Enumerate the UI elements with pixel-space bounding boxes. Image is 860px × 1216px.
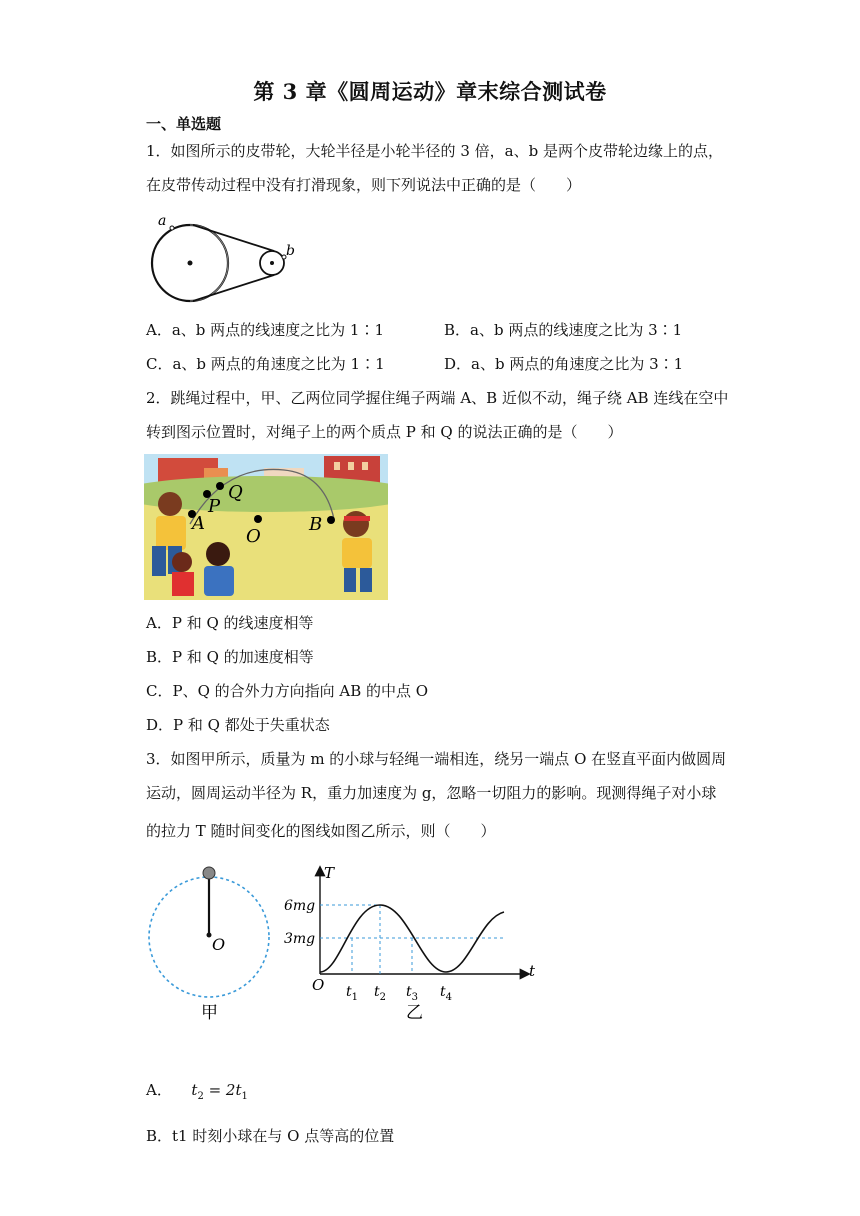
- q1-option-d[interactable]: D．a、b 两点的角速度之比为 3∶1: [444, 355, 684, 373]
- belt-top: [193, 225, 274, 251]
- q1-belt-pulley-figure: [148, 205, 298, 305]
- q1-option-a[interactable]: A．a、b 两点的线速度之比为 1∶1: [146, 321, 385, 339]
- label-A: A: [192, 513, 205, 534]
- caption-jia: 甲: [201, 1003, 218, 1023]
- label-Q: Q: [228, 482, 243, 503]
- section-heading: 一、单选题: [146, 115, 222, 133]
- point-B: [327, 516, 335, 524]
- q1-stem-line1: 1．如图所示的皮带轮，大轮半径是小轮半径的 3 倍，a、b 是两个皮带轮边缘上的点，: [146, 142, 723, 160]
- kid-left-head: [158, 492, 182, 516]
- label-O-left: O: [212, 935, 226, 954]
- tick-t4: $t_4$: [440, 984, 453, 1003]
- large-pulley-rim: [190, 225, 228, 301]
- q3-option-a-prefix: A．: [146, 1081, 172, 1099]
- label-a: a: [158, 213, 167, 229]
- tick-t2: $t_2$: [374, 984, 387, 1003]
- q3-stem-line2: 运动，圆周运动半径为 R，重力加速度为 g，忽略一切阻力的影响。现测得绳子对小球: [146, 784, 717, 802]
- point-O: [254, 515, 262, 523]
- q3-stem-line3: 的拉力 T 随时间变化的图线如图乙所示，则（ ）: [146, 822, 496, 840]
- label-P: P: [208, 496, 221, 517]
- label-b: b: [286, 243, 295, 259]
- q2-option-d[interactable]: D．P 和 Q 都处于失重状态: [146, 716, 330, 734]
- small-pulley-center: [270, 261, 274, 265]
- q2-jump-rope-picture: [144, 454, 388, 600]
- q2-stem-line2: 转到图示位置时，对绳子上的两个质点 P 和 Q 的说法正确的是（ ）: [146, 423, 623, 441]
- page-title: 第 3 章《圆周运动》章末综合测试卷: [253, 79, 607, 104]
- point-Q: [216, 482, 224, 490]
- q2-stem-line1: 2．跳绳过程中，甲、乙两位同学握住绳子两端 A、B 近似不动，绳子绕 AB 连线在空中: [146, 389, 729, 407]
- x-axis-label: t: [529, 962, 536, 980]
- q2-option-b[interactable]: B．P 和 Q 的加速度相等: [146, 648, 314, 666]
- q3-option-b[interactable]: B．t1 时刻小球在与 O 点等高的位置: [146, 1127, 395, 1145]
- origin-label: O: [312, 976, 325, 994]
- q2-option-c[interactable]: C．P、Q 的合外力方向指向 AB 的中点 O: [146, 682, 429, 700]
- q3-option-a-formula: $t_2 = 2t_1$: [191, 1081, 248, 1102]
- q3-stem-line1: 3．如图甲所示，质量为 m 的小球与轻绳一端相连，绕另一端点 O 在竖直平面内做圆周: [146, 750, 727, 768]
- y-axis-label: T: [324, 864, 335, 882]
- ball: [203, 867, 215, 879]
- kid-right-head: [343, 511, 369, 537]
- q1-option-b[interactable]: B．a、b 两点的线速度之比为 3∶1: [444, 321, 683, 339]
- kid-middle-head: [206, 542, 230, 566]
- q3-figure-jia: [144, 860, 274, 1030]
- caption-yi: 乙: [406, 1003, 423, 1023]
- tick-6mg: 6mg: [284, 898, 316, 914]
- label-B: B: [309, 514, 323, 535]
- q3-option-a[interactable]: [146, 1080, 248, 1107]
- q1-option-c[interactable]: C．a、b 两点的角速度之比为 1∶1: [146, 355, 385, 373]
- q1-stem-line2: 在皮带传动过程中没有打滑现象，则下列说法中正确的是（ ）: [146, 176, 582, 194]
- q3-figure-yi-graph: [282, 860, 546, 1030]
- point-a: [170, 226, 174, 230]
- kid-left-body: [156, 516, 186, 550]
- pivot-O: [207, 933, 212, 938]
- tick-3mg: 3mg: [284, 931, 316, 947]
- q2-option-a[interactable]: A．P 和 Q 的线速度相等: [146, 614, 314, 632]
- tick-t3: $t_3$: [406, 984, 419, 1003]
- label-O: O: [246, 526, 261, 547]
- large-pulley-center: [188, 261, 193, 266]
- belt-bottom: [193, 275, 274, 301]
- tick-t1: $t_1$: [346, 984, 359, 1003]
- kid-right-body: [342, 538, 372, 568]
